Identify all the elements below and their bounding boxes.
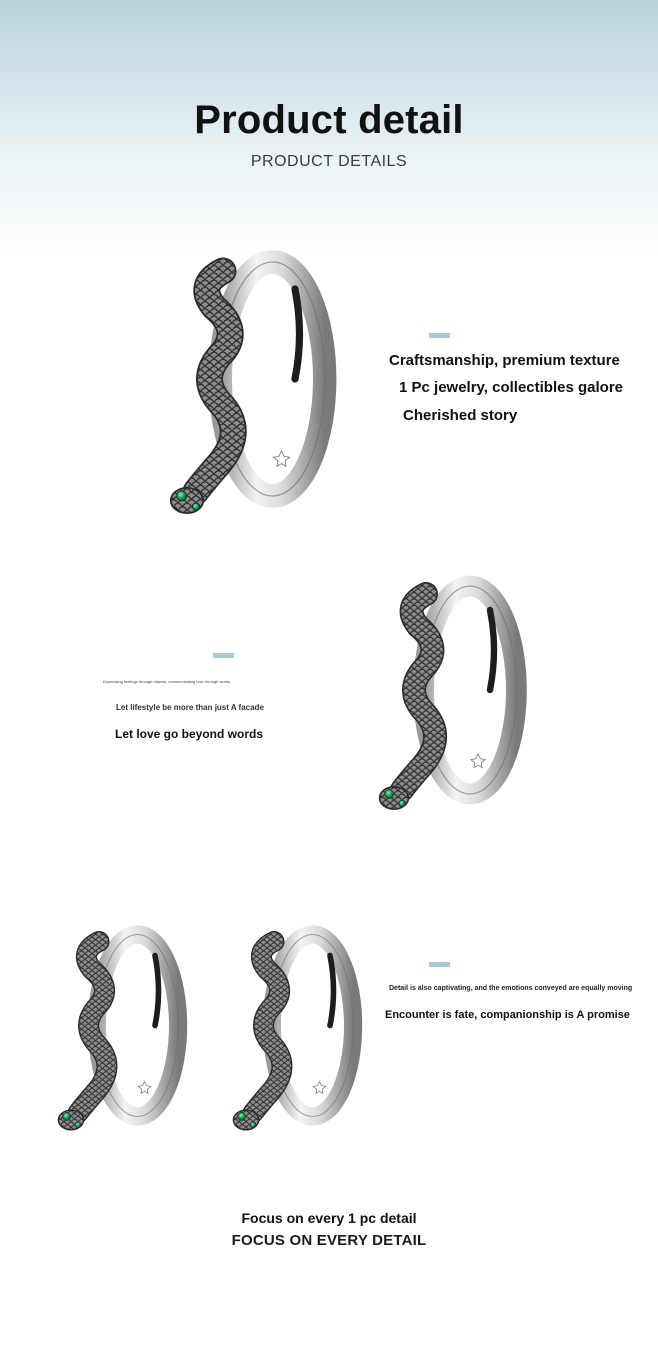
snake-hoop-earring-image: [50, 905, 190, 1160]
tagline-line-1: Let lifestyle be more than just A facade: [116, 703, 264, 712]
accent-dash: [213, 653, 234, 658]
footer-subtitle: FOCUS ON EVERY DETAIL: [231, 1232, 427, 1249]
footer-title: Focus on every 1 pc detail: [241, 1210, 417, 1226]
snake-hoop-earring-image: [370, 548, 530, 848]
feature-line-1: Craftsmanship, premium texture: [389, 352, 620, 369]
snake-hoop-earring-image: [225, 905, 365, 1160]
accent-dash: [429, 962, 450, 967]
accent-dash: [429, 333, 450, 338]
page-title: Product detail: [194, 98, 464, 142]
feature-line-2: 1 Pc jewelry, collectibles galore: [399, 379, 623, 396]
detail-line-1: Detail is also captivating, and the emotions conveyed are equally moving: [389, 985, 633, 992]
feature-line-3: Cherished story: [403, 407, 518, 424]
page-subtitle: PRODUCT DETAILS: [250, 153, 408, 170]
detail-line-2: Encounter is fate, companionship is A promise: [385, 1009, 630, 1021]
snake-hoop-earring-image: [160, 228, 340, 548]
tagline-small: Expressing feelings through objects, communicating love through words: [103, 679, 231, 684]
tagline-line-2: Let love go beyond words: [115, 727, 264, 741]
